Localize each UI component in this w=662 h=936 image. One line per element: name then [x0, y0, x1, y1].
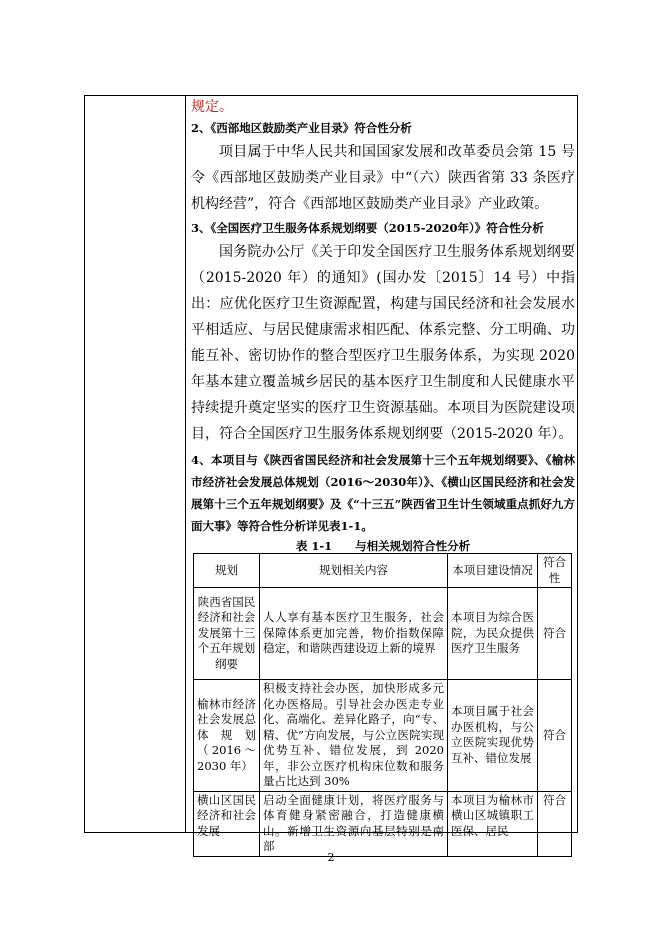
cell-project: 本项目属于社会办医机构，与公立医院实现优势互补、错位发展: [448, 680, 538, 792]
table-wrapper: [191, 553, 575, 853]
cell-project: 本项目为综合医院，为民众提供医疗卫生服务: [448, 588, 538, 680]
main-table-frame: [84, 95, 578, 853]
cell-result: 符合: [538, 588, 572, 680]
section-2-heading: 2、《西部地区鼓励类产业目录》符合性分析: [191, 121, 412, 135]
conformity-table: [193, 553, 572, 857]
content-column: [191, 96, 575, 853]
table-caption: 表 1-1 与相关规划符合性分析: [295, 539, 471, 553]
header-project: 本项目建设情况: [448, 554, 538, 588]
table-row: [194, 680, 572, 792]
table-header-row: [194, 554, 572, 588]
header-content: 规划相关内容: [260, 554, 448, 588]
header-result: 符合性: [538, 554, 572, 588]
cell-content: 积极支持社会办医，加快形成多元化办医格局。引导社会办医走专业化、高端化、差异化路子，向“专、精、优”方向发展，与公立医院实现优势互补、错位发展，到 2020 年，非公立医疗机构床位数和服务量占比达到 30%: [260, 680, 448, 792]
red-prior-text: 规定。: [191, 99, 233, 115]
cell-content: 人人享有基本医疗卫生服务，社会保障体系更加完善，物价指数保障稳定，和谐陕西建设迈上新的境界: [260, 588, 448, 680]
left-label-column: [85, 96, 186, 832]
table-row: [194, 791, 572, 856]
page-number: 2: [327, 851, 335, 864]
section-2-paragraph: 项目属于中华人民共和国国家发展和改革委员会第 15 号令《西部地区鼓励类产业目录》中“（六）陕西省第 33 条医疗机构经营”，符合《西部地区鼓励类产业目录》产业政策。: [191, 144, 575, 212]
cell-content: 启动全面健康计划，将医疗服务与体育健身紧密融合，打造健康横山。新增卫生资源向基层特别是南部: [260, 791, 448, 856]
cell-result: 符合: [538, 680, 572, 792]
cell-project: 本项目为榆林市横山区城镇职工医保、居民: [448, 791, 538, 856]
cell-plan: 横山区国民经济和社会发展: [194, 791, 260, 856]
cell-plan: 陕西省国民经济和社会发展第十三个五年规划纲要: [194, 588, 260, 680]
cell-result: 符合: [538, 791, 572, 856]
section-3-paragraph: 国务院办公厅《关于印发全国医疗卫生服务体系规划纲要（2015-2020 年）的通知》(国办发〔2015〕14 号）中指出：应优化医疗卫生资源配置，构建与国民经济和社会发展水平相适应、与居民健康需求相匹配、体系完整、分工明确、功能互补、密切协作的整合型医疗卫生服务体系，为实现 2020 年基本建立覆盖城乡居民的基本医疗卫生制度和人民健康水平持续提升奠定坚实的医疗卫生资源基础。本项目为医院建设项目，符合全国医疗卫生服务体系规划纲要（2015-2020 年）。: [191, 244, 575, 442]
table-row: [194, 588, 572, 680]
cell-plan: 榆林市经济社会发展总体规划（2016～2030 年）: [194, 680, 260, 792]
section-4-heading: 4、本项目与《陕西省国民经济和社会发展第十三个五年规划纲要》、《榆林市经济社会发展总体规划（2016～2030年）》、《横山区国民经济和社会发展第十三个五年规划纲要》及《“十三五”陕西省卫生计生领域重点抓好九方面大事》等符合性分析详见表1-1。: [191, 453, 575, 533]
header-plan: 规划: [194, 554, 260, 588]
section-3-heading: 3、《全国医疗卫生服务体系规划纲要（2015-2020年）》符合性分析: [191, 221, 544, 235]
